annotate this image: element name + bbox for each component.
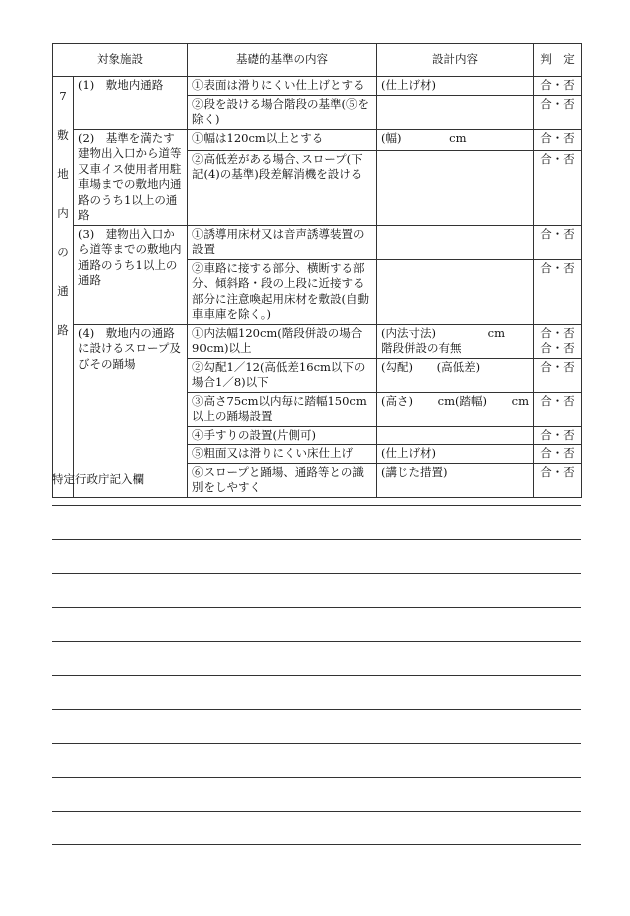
memo-line[interactable] (52, 641, 581, 642)
header-facility: 対象施設 (53, 44, 188, 77)
facility-cell: (3) 建物出入口から道等までの敷地内通路のうち1以上の通路 (74, 225, 188, 324)
memo-line[interactable] (52, 743, 581, 744)
standard-cell: ①表面は滑りにくい仕上げとする (188, 77, 377, 96)
design-cell[interactable]: (講じた措置) (377, 463, 534, 497)
memo-line[interactable] (52, 505, 581, 506)
design-cell[interactable]: (内法寸法) cm 階段併設の有無 (377, 324, 534, 358)
design-cell[interactable]: (勾配) (高低差) (377, 358, 534, 392)
standard-cell: ①誘導用床材又は音声誘導装置の設置 (188, 225, 377, 259)
facility-cell: (1) 敷地内通路 (74, 77, 188, 130)
header-row (53, 44, 582, 77)
standard-cell: ①幅は120cm以上とする (188, 129, 377, 150)
table-row (53, 324, 582, 358)
memo-line[interactable] (52, 675, 581, 676)
header-judgment: 判 定 (534, 44, 582, 77)
judgment-cell[interactable]: 合・否 (534, 95, 582, 129)
judgment-cell[interactable]: 合・否 (534, 129, 582, 150)
table-row (53, 77, 582, 96)
memo-line[interactable] (52, 811, 581, 812)
judgment-cell[interactable]: 合・否 (534, 150, 582, 225)
memo-line[interactable] (52, 709, 581, 710)
judgment-cell[interactable]: 合・否 (534, 463, 582, 497)
design-cell[interactable] (377, 95, 534, 129)
judgment-cell[interactable]: 合・否 (534, 259, 582, 324)
standard-cell: ②段を設ける場合階段の基準(⑤を除く) (188, 95, 377, 129)
memo-label: 特定行政庁記入欄 (52, 472, 144, 486)
design-cell[interactable]: (幅) cm (377, 129, 534, 150)
standard-cell: ⑥スロープと踊場、通路等との識別をしやすく (188, 463, 377, 497)
design-cell[interactable]: (高さ) cm(踏幅) cm (377, 392, 534, 426)
design-cell[interactable]: (仕上げ材) (377, 445, 534, 464)
checklist-table (52, 43, 582, 498)
header-design: 設計内容 (377, 44, 534, 77)
judgment-cell[interactable]: 合・否 (534, 225, 582, 259)
judgment-cell[interactable]: 合・否 (534, 426, 582, 445)
facility-cell: (4) 敷地内の通路に設けるスロープ及びその踊場 (74, 324, 188, 497)
memo-line[interactable] (52, 844, 581, 845)
standard-cell: ⑤粗面又は滑りにくい床仕上げ (188, 445, 377, 464)
memo-line[interactable] (52, 607, 581, 608)
standard-cell: ②車路に接する部分、横断する部分、傾斜路・段の上段に近接する部分に注意喚起用床材を敷設(自動車車庫を除く。) (188, 259, 377, 324)
design-cell[interactable] (377, 426, 534, 445)
judgment-cell[interactable]: 合・否 (534, 358, 582, 392)
standard-cell: ②勾配1／12(高低差16cm以下の場合1／8)以下 (188, 358, 377, 392)
judgment-cell[interactable]: 合・否 合・否 (534, 324, 582, 358)
design-cell[interactable]: (仕上げ材) (377, 77, 534, 96)
design-cell[interactable] (377, 259, 534, 324)
judgment-cell[interactable]: 合・否 (534, 445, 582, 464)
judgment-cell[interactable]: 合・否 (534, 77, 582, 96)
standard-cell: ②高低差がある場合､スロープ(下記(4)の基準)段差解消機を設ける (188, 150, 377, 225)
memo-line[interactable] (52, 573, 581, 574)
design-cell[interactable] (377, 150, 534, 225)
header-standard: 基礎的基準の内容 (188, 44, 377, 77)
table-row (53, 225, 582, 259)
standard-cell: ①内法幅120cm(階段併設の場合90cm)以上 (188, 324, 377, 358)
table-row (53, 129, 582, 150)
memo-line[interactable] (52, 539, 581, 540)
standard-cell: ③高さ75cm以内毎に踏幅150cm以上の踊場設置 (188, 392, 377, 426)
category-label: 7 敷 地 内 の 通 路 (53, 77, 74, 498)
design-cell[interactable] (377, 225, 534, 259)
facility-cell: (2) 基準を満たす建物出入口から道等又車イス使用者用駐車場までの敷地内通路のうち1以上の通路 (74, 129, 188, 225)
standard-cell: ④手すりの設置(片側可) (188, 426, 377, 445)
judgment-cell[interactable]: 合・否 (534, 392, 582, 426)
memo-line[interactable] (52, 777, 581, 778)
